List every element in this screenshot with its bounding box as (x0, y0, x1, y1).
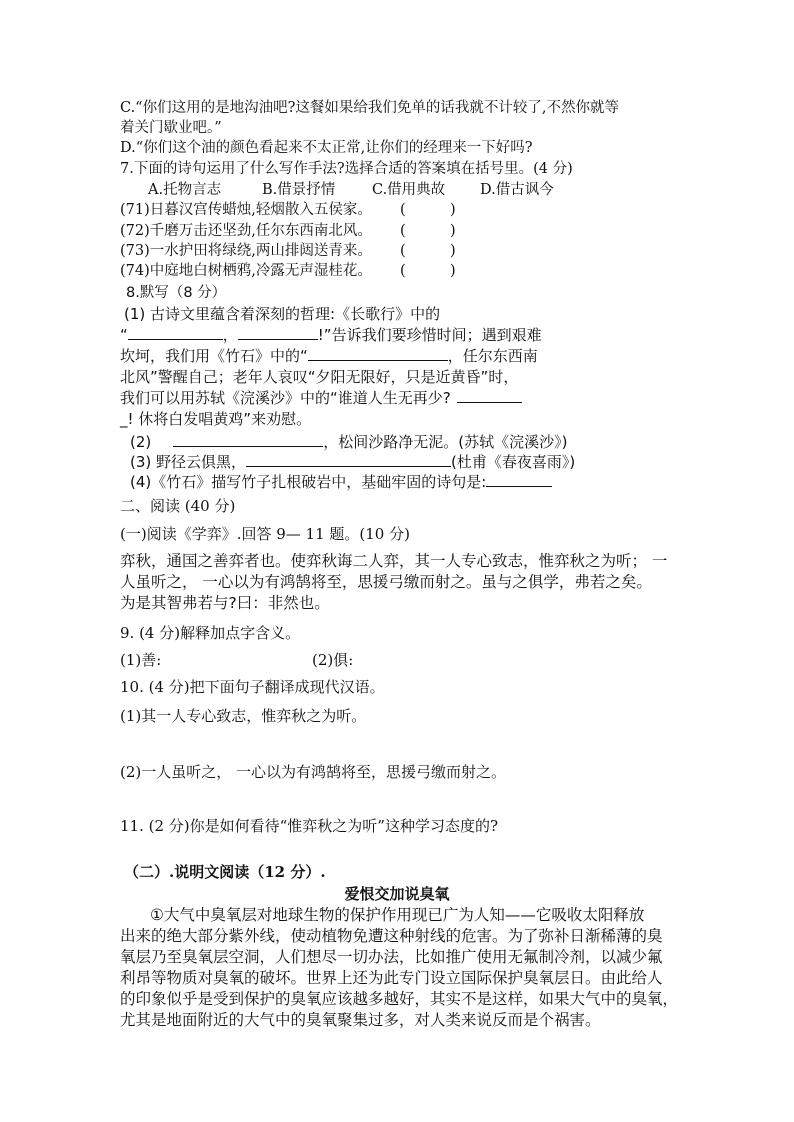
q9-item-2: (2)俱: (312, 651, 354, 669)
q8-part1-line6-text: 休将白发唱黄鸡”来劝慰。 (138, 410, 312, 428)
passage-line: 为是其智弗若与?曰：非然也。 (120, 594, 330, 612)
q11-stem: 11. (2 分)你是如何看待“惟弈秋之为听”这种学习态度的? (120, 817, 499, 835)
q8-part1-line4: 北风”警醒自己；老年人哀叹“夕阳无限好，只是近黄昏”时， (120, 368, 519, 386)
blank-line[interactable] (457, 388, 522, 403)
article-para-line: 出来的绝大部分紫外线，使动植物免遭这种射线的危害。为了弥补日渐稀薄的臭 (120, 927, 663, 945)
answer-paren-close: ) (450, 263, 456, 279)
blank-line[interactable] (486, 472, 552, 487)
q7-item-text: (74)中庭地白树栖鸦,冷露无声湿桂花。 (120, 263, 372, 279)
article-para-line: 氧层乃至臭氧层空洞，人们想尽一切办法，比如推广使用无氟制冷剂，以减少氟 (120, 948, 663, 966)
quote-mark: “ (120, 326, 128, 344)
q7-item-text: (73)一水护田将绿绕,两山排闼送青来。 (120, 243, 372, 259)
q8-part2 (130, 432, 567, 452)
q7-item (120, 261, 456, 281)
answer-paren-close: ) (450, 202, 456, 218)
q8-part2-text: ，松间沙路净无泥。(苏轼《浣溪沙》) (323, 433, 568, 451)
q10-item-1: (1)其一人专心致志，惟弈秋之为听。 (120, 707, 367, 725)
q8-part1-line5 (120, 388, 522, 408)
q7-stem: 7.下面的诗句运用了什么写作手法?选择合适的答案填在括号里。(4 分) (120, 161, 573, 177)
comma: ， (222, 326, 238, 344)
q9-item-1: (1)善: (120, 651, 162, 669)
q8-part2-label: (2) (130, 433, 152, 451)
q8-part3 (130, 452, 575, 472)
q8-part1-line3-tail: ，任尔东西南 (447, 347, 538, 365)
q8-part1-line1: (1) 古诗文里蕴含着深刻的哲理:《长歌行》中的 (124, 305, 441, 323)
blank-line[interactable] (128, 325, 223, 340)
blank-line[interactable] (173, 432, 323, 447)
q7-option-d: D.借古讽今 (480, 182, 554, 198)
q7-item-text: (72)千磨万击还坚劲,任尔东西南北风。 (120, 223, 372, 239)
q8-part1-line3-text: 坎坷，我们用《竹石》中的“ (120, 347, 308, 365)
q8-part4 (130, 472, 552, 492)
q8-part1-line2 (120, 325, 542, 345)
article-title: 爱恨交加说臭氧 (344, 885, 450, 903)
q7-item-text: (71)日暮汉宫传蜡烛,轻烟散入五侯家。 (120, 202, 372, 218)
section-2-heading: 二、阅读 (40 分) (120, 497, 236, 515)
q7-option-c: C.借用典故 (372, 182, 446, 198)
answer-paren-open: ( (400, 202, 406, 218)
answer-paren-open: ( (400, 223, 406, 239)
q10-item-2: (2)一人虽听之， 一心以为有鸿鹄将至，思援弓缴而射之。 (120, 763, 507, 781)
section-2-sub1: (一)阅读《学弈》.回答 9— 11 题。(10 分) (120, 525, 410, 543)
q8-part1-line3 (120, 346, 538, 366)
q7-item (120, 221, 456, 241)
answer-paren-close: ) (450, 223, 456, 239)
q8-part1-line6 (120, 409, 311, 429)
passage-line: 弈秋，通国之善弈者也。使弈秋诲二人弈，其一人专心致志，惟弈秋之为听； 一 (120, 552, 668, 570)
answer-paren-open: ( (400, 263, 406, 279)
blank-tail: _! (120, 410, 134, 428)
q8-part4-text: (4)《竹石》描写竹子扎根破岩中，基础牢固的诗句是: (130, 473, 487, 491)
section-ii-heading: （二）.说明文阅读（12 分）. (124, 863, 326, 881)
q6-option-d: D.“你们这个油的颜色看起来不太正常,让你们的经理来一下好吗? (120, 140, 533, 156)
answer-paren-open: ( (400, 243, 406, 259)
q8-part3-source: (杜甫《春夜喜雨》) (451, 453, 576, 471)
blank-line[interactable] (308, 346, 448, 361)
article-para-line: 利昂等物质对臭氧的破坏。世界上还为此专门设立国际保护臭氧层日。由此给人 (120, 969, 663, 987)
blank-line[interactable] (246, 452, 451, 467)
article-para-line: 尤其是地面附近的大气中的臭氧聚集过多，对人类来说反而是个祸害。 (120, 1011, 601, 1029)
q9-stem: 9. (4 分)解释加点字含义。 (120, 624, 301, 642)
q10-stem: 10. (4 分)把下面句子翻译成现代汉语。 (120, 678, 385, 696)
q7-option-b: B.借景抒情 (262, 182, 336, 198)
q8-heading: 8.默写（8 分） (126, 285, 227, 301)
q8-part3-text: (3) 野径云俱黑， (130, 453, 247, 471)
q7-item (120, 200, 456, 220)
article-para-line: ①大气中臭氧层对地球生物的保护作用现已广为人知——它吸收太阳释放 (150, 906, 645, 924)
q7-option-a: A.托物言志 (148, 182, 222, 198)
q6-option-c-line2: 着关门歇业吧。” (120, 120, 222, 136)
q6-option-c-line1: C.“你们这用的是地沟油吧?这餐如果给我们免单的话我就不计较了,不然你就等 (120, 100, 619, 116)
q8-part1-line2-text: !”告诉我们要珍惜时间；遇到艰难 (317, 326, 542, 344)
article-para-line: 的印象似乎是受到保护的臭氧应该越多越好，其实不是这样，如果大气中的臭氧， (120, 990, 679, 1008)
q7-item (120, 241, 456, 261)
q8-part1-line5-text: 我们可以用苏轼《浣溪沙》中的“谁道人生无再少? (120, 389, 451, 407)
passage-line: 人虽听之， 一心以为有鸿鹄将至，思援弓缴而射之。虽与之俱学，弗若之矣。 (120, 573, 652, 591)
blank-line[interactable] (238, 325, 318, 340)
answer-paren-close: ) (450, 243, 456, 259)
